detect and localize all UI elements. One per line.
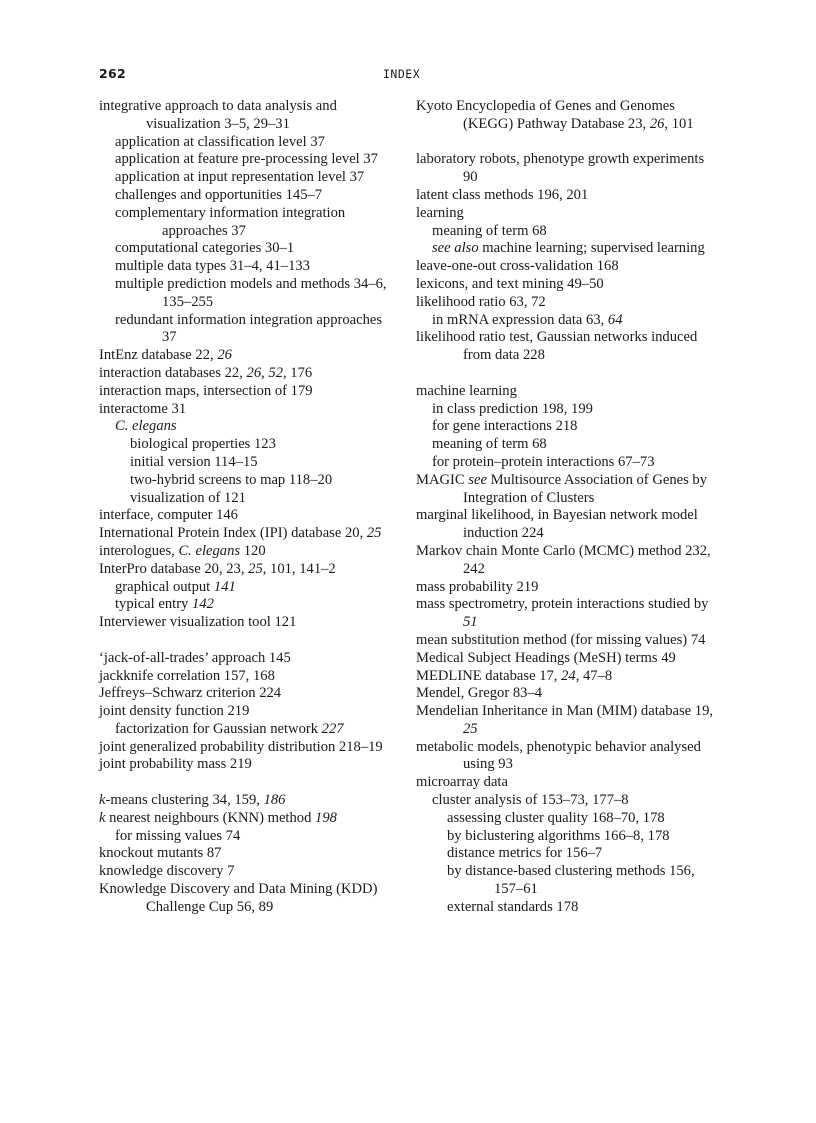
index-subentry: multiple data types 31–4, 41–133: [115, 258, 310, 275]
index-entry: joint generalized probability distribution 218–19: [99, 738, 383, 755]
index-entry: likelihood ratio test, Gaussian networks induced from data 228: [416, 329, 698, 364]
entry-gap: [416, 365, 721, 383]
index-subentry: redundant information integration approaches 37: [115, 311, 383, 346]
index-entry: International Protein Index (IPI) database 20, 25: [99, 525, 382, 542]
index-subentry: application at classification level 37: [115, 133, 325, 150]
index-subentry: factorization for Gaussian network 227: [115, 720, 344, 737]
index-subentry: meaning of term 68: [432, 222, 547, 239]
running-head: INDEX: [383, 67, 421, 81]
index-subentry: application at input representation level 37: [115, 169, 365, 186]
index-subentry: for protein–protein interactions 67–73: [432, 453, 655, 470]
index-column-left: [99, 98, 399, 917]
index-entry: latent class methods 196, 201: [416, 186, 589, 203]
page-header: [99, 66, 716, 84]
index-entry: laboratory robots, phenotype growth experiments 90: [416, 151, 705, 186]
index-subentry: visualization of 121: [130, 489, 246, 506]
index-entry: microarray data: [416, 774, 508, 791]
index-entry: knockout mutants 87: [99, 845, 222, 862]
index-subentry: complementary information integration approaches 37: [115, 204, 346, 239]
index-subentry: challenges and opportunities 145–7: [115, 186, 323, 203]
index-entry: integrative approach to data analysis and visualization 3–5, 29–31: [99, 98, 337, 132]
index-entry: MEDLINE database 17, 24, 47–8: [416, 667, 613, 684]
index-subentry: application at feature pre-processing level 37: [115, 151, 378, 168]
index-subentry: see also machine learning; supervised learning: [432, 240, 705, 257]
index-subentry: in class prediction 198, 199: [432, 400, 593, 417]
index-subentry: external standards 178: [447, 898, 579, 915]
index-entry: joint density function 219: [99, 703, 250, 720]
index-entry: Medical Subject Headings (MeSH) terms 49: [416, 649, 676, 666]
index-entry: Markov chain Monte Carlo (MCMC) method 232, 242: [416, 542, 711, 577]
index-subentry: initial version 114–15: [130, 453, 258, 470]
index-column-right: [416, 98, 721, 917]
index-subentry: C. elegans: [115, 418, 177, 435]
index-subentry: computational categories 30–1: [115, 240, 295, 257]
index-entry: machine learning: [416, 382, 517, 399]
index-entry: Knowledge Discovery and Data Mining (KDD) Challenge Cup 56, 89: [99, 881, 378, 915]
index-entry: k nearest neighbours (KNN) method 198: [99, 809, 337, 826]
index-entry: InterPro database 20, 23, 25, 101, 141–2: [99, 560, 336, 577]
index-entry: metabolic models, phenotypic behavior analysed using 93: [416, 738, 701, 773]
index-entry: mean substitution method (for missing values) 74: [416, 631, 706, 648]
index-entry: mass spectrometry, protein interactions studied by 51: [416, 596, 709, 631]
index-entry: k-means clustering 34, 159, 186: [99, 792, 286, 809]
index-entry: interactome 31: [99, 400, 187, 417]
index-subentry: distance metrics for 156–7: [447, 845, 603, 862]
entry-gap: [99, 632, 399, 650]
entry-gap: [416, 134, 721, 152]
index-entry: Jeffreys–Schwarz criterion 224: [99, 685, 282, 702]
index-subentry: assessing cluster quality 168–70, 178: [447, 809, 665, 826]
index-subentry: in mRNA expression data 63, 64: [432, 311, 623, 328]
index-entry: Interviewer visualization tool 121: [99, 614, 297, 631]
index-subentry: for missing values 74: [115, 827, 241, 844]
index-subentry: cluster analysis of 153–73, 177–8: [432, 792, 629, 809]
index-entry: joint probability mass 219: [99, 756, 252, 773]
index-entry: learning: [416, 204, 464, 221]
index-entry: MAGIC see Multisource Association of Genes by Integration of Clusters: [416, 471, 708, 506]
index-entry: interaction databases 22, 26, 52, 176: [99, 364, 313, 381]
index-subentry: typical entry 142: [115, 596, 214, 613]
index-entry: knowledge discovery 7: [99, 863, 235, 880]
index-subentry: meaning of term 68: [432, 436, 547, 453]
index-entry: Kyoto Encyclopedia of Genes and Genomes (KEGG) Pathway Database 23, 26, 101: [416, 98, 694, 132]
index-entry: interface, computer 146: [99, 507, 238, 524]
index-entry: Mendelian Inheritance in Man (MIM) database 19, 25: [416, 703, 714, 737]
index-entry: leave-one-out cross-validation 168: [416, 258, 619, 275]
index-entry: mass probability 219: [416, 578, 539, 595]
index-subentry: multiple prediction models and methods 34–6, 135–255: [115, 275, 387, 310]
page-number: 262: [99, 66, 126, 81]
index-entry: ‘jack-of-all-trades’ approach 145: [99, 649, 291, 666]
entry-gap: [99, 774, 399, 792]
index-entry: lexicons, and text mining 49–50: [416, 275, 604, 292]
index-entry: interaction maps, intersection of 179: [99, 382, 313, 399]
index-subentry: by biclustering algorithms 166–8, 178: [447, 827, 670, 844]
index-entry: interologues, C. elegans 120: [99, 542, 266, 559]
index-entry: likelihood ratio 63, 72: [416, 293, 546, 310]
index-subentry: biological properties 123: [130, 436, 276, 453]
index-entry: IntEnz database 22, 26: [99, 347, 232, 364]
index-subentry: for gene interactions 218: [432, 418, 578, 435]
index-subentry: two-hybrid screens to map 118–20: [130, 471, 333, 488]
index-entry: jackknife correlation 157, 168: [99, 667, 275, 684]
index-subentry: by distance-based clustering methods 156, 157–61: [447, 863, 695, 898]
index-subentry: graphical output 141: [115, 578, 236, 595]
index-entry: marginal likelihood, in Bayesian network model induction 224: [416, 507, 698, 542]
index-entry: Mendel, Gregor 83–4: [416, 685, 543, 702]
